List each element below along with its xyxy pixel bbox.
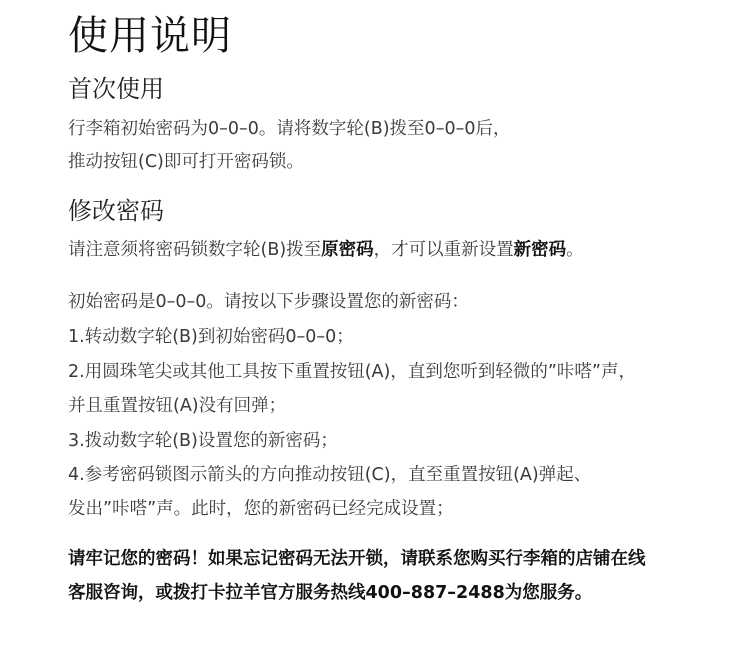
page-title: 使用说明 [68, 13, 232, 59]
step-2-line-2: 并且重置按钮(A)没有回弹； [68, 396, 287, 416]
new-password-emphasis: 新密码 [513, 240, 567, 260]
step-2-line-1: 2.用圆珠笔尖或其他工具按下重置按钮(A)，直到您听到轻微的”咔嗒”声， [68, 362, 636, 382]
step-3: 3.拨动数字轮(B)设置您的新密码； [68, 431, 338, 451]
first-use-heading: 首次使用 [68, 75, 164, 103]
first-use-line-1: 行李箱初始密码为0–0–0。请将数字轮(B)拨至0–0–0后， [68, 119, 511, 139]
step-4-line-1: 4.参考密码锁图示箭头的方向推动按钮(C)，直至重置按钮(A)弹起、 [68, 465, 592, 485]
step-1: 1.转动数字轮(B)到初始密码0–0–0； [68, 327, 354, 347]
intro-text-3: 。 [566, 240, 584, 260]
first-use-line-2: 推动按钮(C)即可打开密码锁。 [68, 152, 304, 172]
steps-intro: 初始密码是0–0–0。请按以下步骤设置您的新密码： [68, 292, 469, 312]
change-password-intro [68, 238, 584, 262]
step-4-line-2: 发出”咔嗒”声。此时，您的新密码已经完成设置； [68, 499, 454, 519]
intro-text-2: ，才可以重新设置 [373, 240, 514, 260]
notice-line-2: 客服咨询，或拨打卡拉羊官方服务热线400–887–2488为您服务。 [68, 583, 593, 603]
change-password-heading: 修改密码 [68, 197, 164, 225]
intro-text-1: 请注意须将密码锁数字轮(B)拨至 [68, 240, 322, 260]
original-password-emphasis: 原密码 [321, 240, 374, 260]
notice-line-1: 请牢记您的密码！如果忘记密码无法开锁，请联系您购买行李箱的店铺在线 [68, 549, 646, 569]
